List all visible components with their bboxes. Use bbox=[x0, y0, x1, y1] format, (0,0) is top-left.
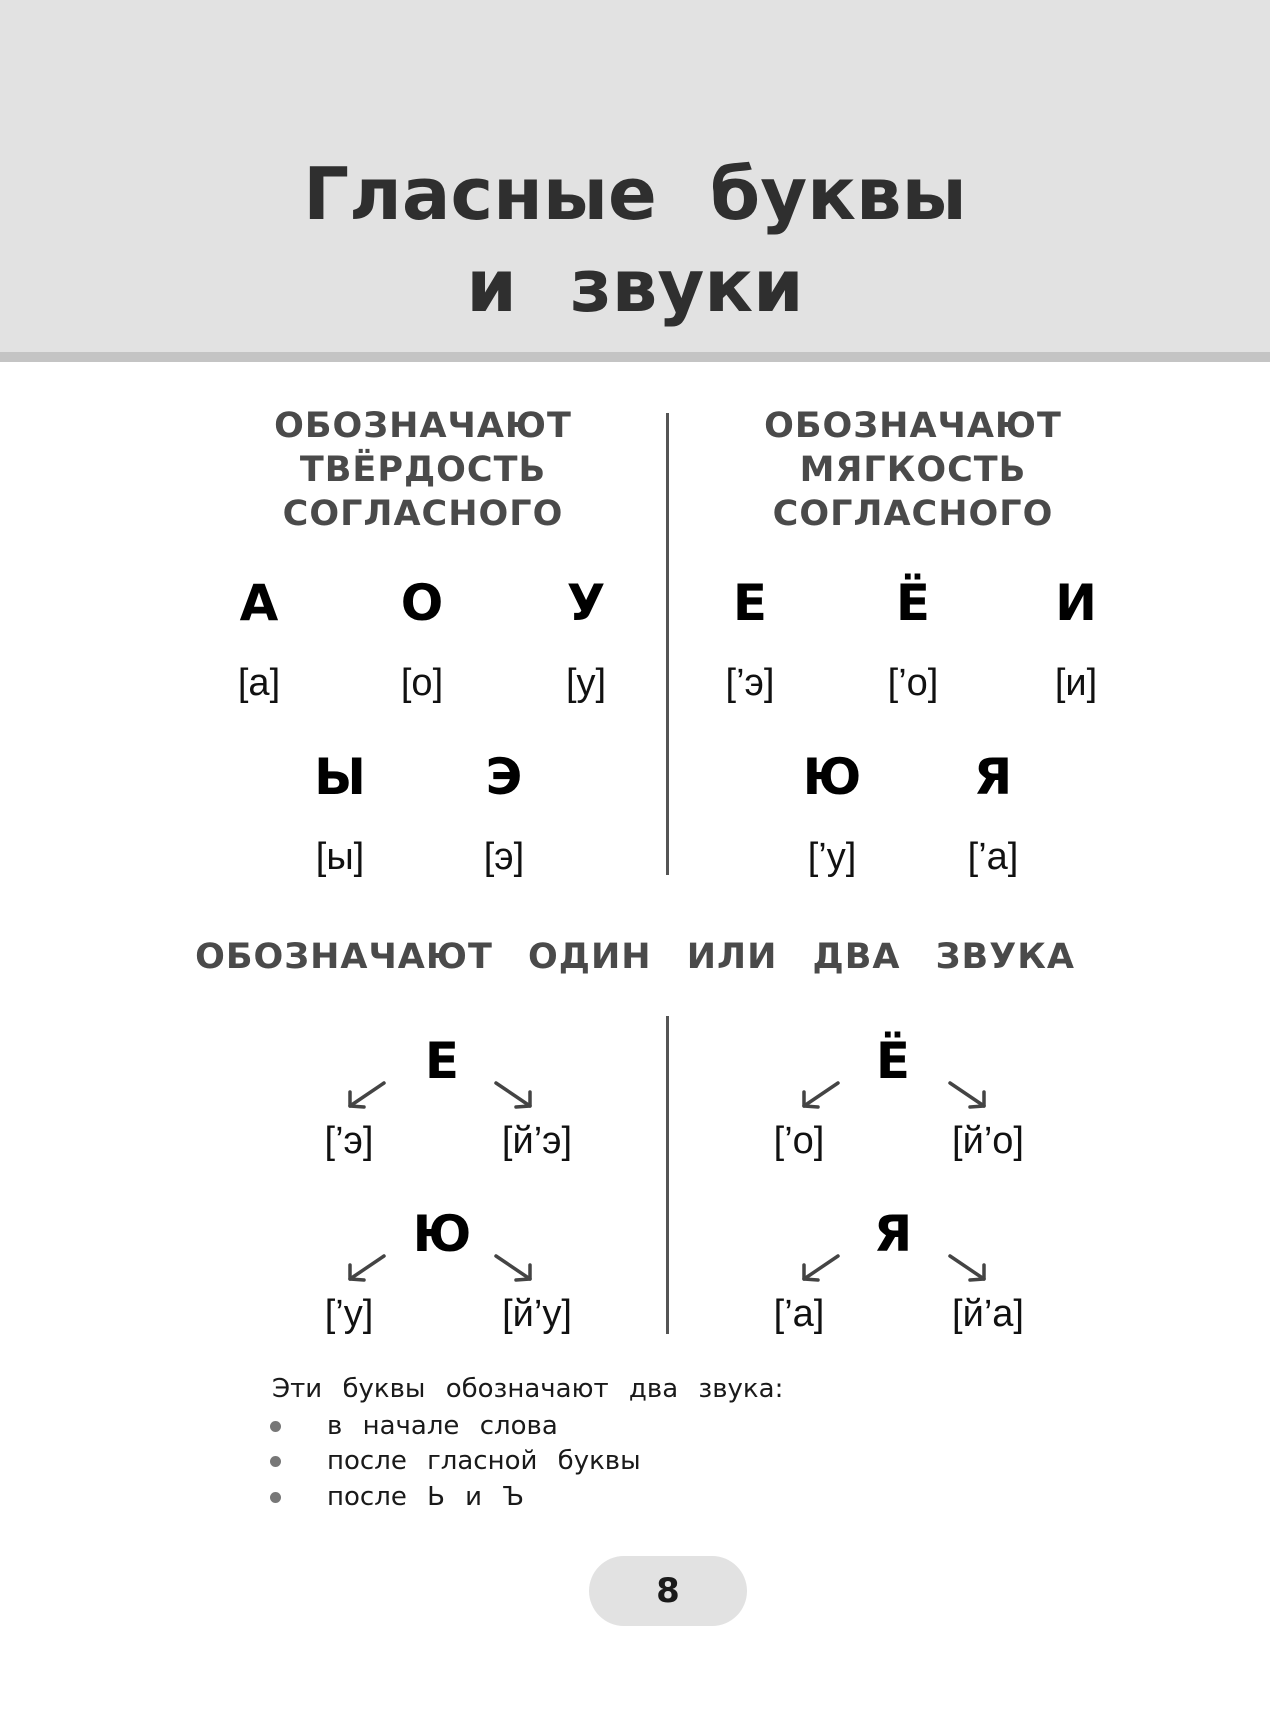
dual-sound-two: [й’а] bbox=[952, 1293, 1024, 1335]
dual-letter: Я bbox=[873, 1205, 913, 1263]
arrow-down-left-icon bbox=[798, 1253, 842, 1285]
soft-sound: [’а] bbox=[967, 836, 1019, 878]
hard-sound: [э] bbox=[483, 836, 525, 878]
one-or-two-heading: ОБОЗНАЧАЮТ ОДИН ИЛИ ДВА ЗВУКА bbox=[195, 937, 1075, 977]
dual-sound-one: [’о] bbox=[773, 1120, 825, 1162]
hard-heading-line: ТВЁРДОСТЬ bbox=[299, 450, 547, 490]
soft-heading-line: ОБОЗНАЧАЮТ bbox=[764, 406, 1062, 446]
soft-heading bbox=[673, 404, 1153, 536]
hard-sound: [ы] bbox=[315, 836, 365, 878]
soft-sound: [и] bbox=[1054, 662, 1098, 704]
dual-sound-two: [й’э] bbox=[501, 1120, 573, 1162]
hard-heading-line: СОГЛАСНОГО bbox=[282, 494, 564, 534]
bullet-dot-icon bbox=[270, 1492, 281, 1503]
hard-sound: [о] bbox=[400, 662, 444, 704]
hard-letter: У bbox=[566, 574, 606, 632]
hard-sound: [у] bbox=[565, 662, 607, 704]
soft-letter: Ю bbox=[802, 748, 862, 806]
soft-heading-line: СОГЛАСНОГО bbox=[772, 494, 1054, 534]
bullet-dot-icon bbox=[270, 1421, 281, 1432]
arrow-down-left-icon bbox=[798, 1080, 842, 1112]
hard-letter: А bbox=[239, 574, 279, 632]
soft-letter: Я bbox=[973, 748, 1013, 806]
hard-letter: Э bbox=[485, 748, 523, 806]
note-bullet bbox=[270, 1448, 641, 1474]
dual-sound-two: [й’о] bbox=[952, 1120, 1024, 1162]
dual-letter: Ё bbox=[875, 1032, 911, 1090]
arrow-down-right-icon bbox=[492, 1080, 536, 1112]
hard-sound: [а] bbox=[237, 662, 281, 704]
page-title-line-2: и звуки bbox=[466, 244, 804, 328]
dual-sound-one: [’у] bbox=[324, 1293, 374, 1335]
header-rule bbox=[0, 352, 1270, 362]
page-title-line-1: Гласные буквы bbox=[303, 152, 967, 236]
soft-letter: И bbox=[1055, 574, 1097, 632]
note-bullet-text: после Ь и Ъ bbox=[327, 1482, 524, 1512]
arrow-down-right-icon bbox=[946, 1080, 990, 1112]
hard-heading-line: ОБОЗНАЧАЮТ bbox=[274, 406, 572, 446]
dual-sound-one: [’а] bbox=[773, 1293, 825, 1335]
bullet-dot-icon bbox=[270, 1456, 281, 1467]
soft-heading-line: МЯГКОСТЬ bbox=[799, 450, 1027, 490]
note-bullet bbox=[270, 1484, 524, 1510]
arrow-down-right-icon bbox=[492, 1253, 536, 1285]
arrow-down-left-icon bbox=[344, 1080, 388, 1112]
note-bullet-text: в начале слова bbox=[327, 1411, 558, 1441]
hard-heading bbox=[183, 404, 663, 536]
soft-sound: [’о] bbox=[887, 662, 939, 704]
hard-letter: О bbox=[400, 574, 444, 632]
soft-sound: [’у] bbox=[807, 836, 857, 878]
note-bullet-text: после гласной буквы bbox=[327, 1446, 641, 1476]
soft-letter: Ё bbox=[895, 574, 931, 632]
dual-letter: Е bbox=[424, 1032, 460, 1090]
arrow-down-right-icon bbox=[946, 1253, 990, 1285]
soft-letter: Е bbox=[732, 574, 768, 632]
dual-sound-two: [й’у] bbox=[502, 1293, 572, 1335]
column-divider-top bbox=[666, 413, 669, 875]
arrow-down-left-icon bbox=[344, 1253, 388, 1285]
soft-sound: [’э] bbox=[725, 662, 775, 704]
hard-letter: Ы bbox=[314, 748, 366, 806]
column-divider-bottom bbox=[666, 1016, 669, 1334]
note-intro: Эти буквы обозначают два звука: bbox=[272, 1374, 784, 1404]
dual-sound-one: [’э] bbox=[324, 1120, 374, 1162]
note-bullet bbox=[270, 1413, 558, 1439]
dual-letter: Ю bbox=[412, 1205, 472, 1263]
page-number: 8 bbox=[589, 1556, 747, 1626]
